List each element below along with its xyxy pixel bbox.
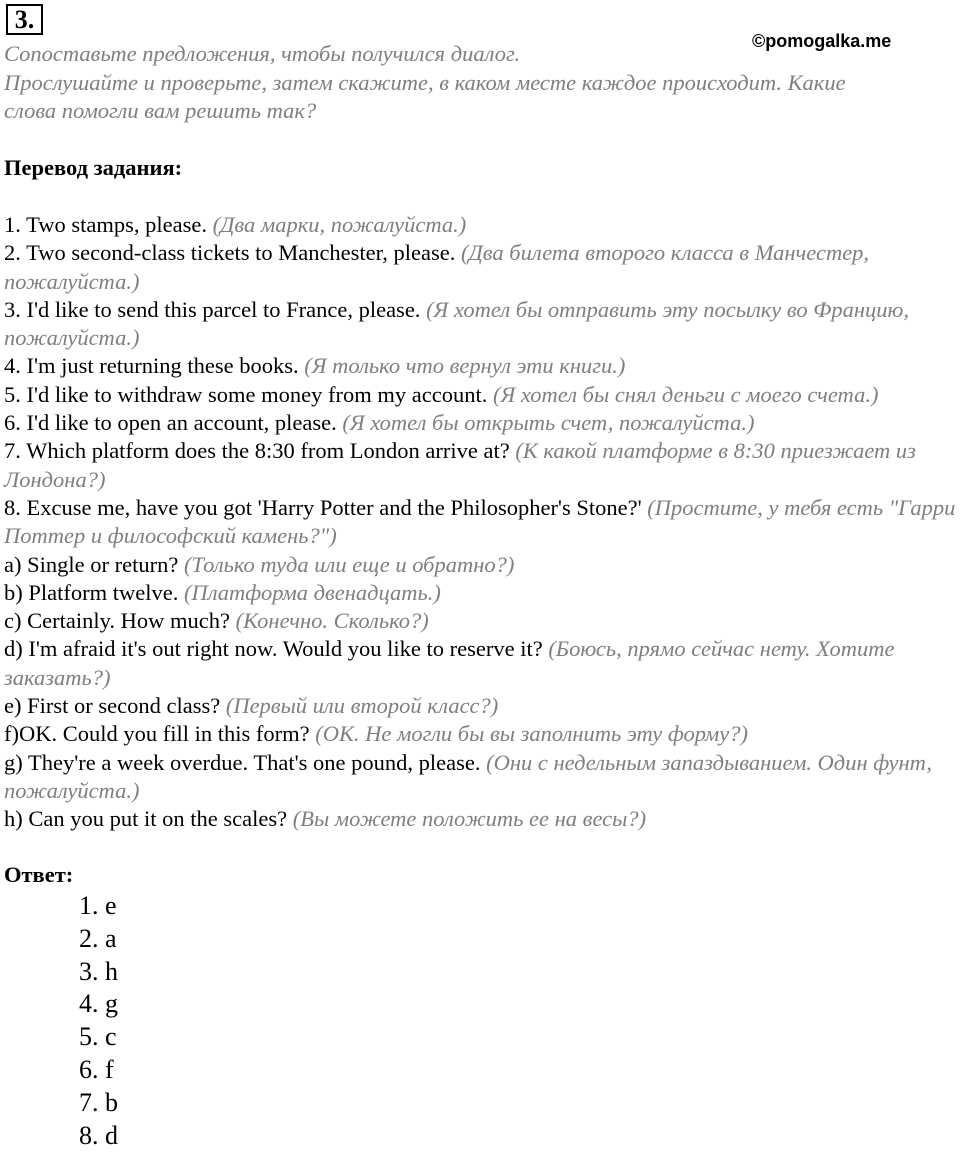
exercise-number: 3. [6, 4, 43, 35]
item-translation: (ОК. Не могли бы вы заполнить эту форму?) [315, 721, 748, 747]
answer-number: 3. [79, 956, 99, 986]
list-item [4, 805, 959, 833]
list-item [4, 437, 959, 494]
answer-item [79, 923, 118, 956]
answer-number: 2. [79, 923, 99, 953]
answer-number: 1. [79, 891, 99, 920]
answer-item [79, 1087, 118, 1120]
answer-item [79, 988, 118, 1021]
task-line: слова помогли вам решить так? [4, 98, 317, 123]
answer-item [79, 1054, 118, 1087]
item-translation: (Я хотел бы отправить эту посылку во Францию, пожалуйста.) [4, 296, 909, 351]
answer-item [79, 956, 118, 989]
answer-number: 4. [79, 989, 99, 1019]
item-translation: (Боюсь, прямо сейчас нету. Хотите заказать?) [4, 636, 895, 690]
item-translation: (Только туда или еще и обратно?) [183, 551, 515, 577]
item-translation: (Я только что вернул эти книги.) [304, 353, 626, 379]
item-english: f)OK. Could you fill in this form? [4, 721, 310, 747]
list-item [4, 720, 959, 748]
list-item [4, 551, 959, 579]
answer-item [79, 1120, 118, 1152]
item-english: e) First or second class? [4, 693, 221, 719]
item-translation: (Я хотел бы открыть счет, пожалуйста.) [342, 410, 755, 436]
item-translation: (Два марки, пожалуйста.) [212, 212, 467, 237]
list-item [4, 692, 959, 720]
item-english: 1. Two stamps, please. [4, 212, 207, 237]
item-translation: (Платформа двенадцать.) [183, 579, 441, 605]
list-item [4, 296, 959, 353]
answer-number: 8. [79, 1120, 99, 1150]
item-translation: (Я хотел бы снял деньги с моего счета.) [492, 381, 879, 407]
item-english: a) Single or return? [4, 551, 179, 577]
list-item [4, 381, 959, 409]
item-translation: (Конечно. Сколько?) [235, 608, 429, 634]
answer-letter: g [105, 989, 118, 1019]
item-english: b) Platform twelve. [4, 579, 179, 605]
list-item [4, 409, 959, 437]
list-item [4, 749, 959, 806]
answer-letter: a [105, 923, 117, 953]
answer-number: 6. [79, 1054, 99, 1084]
item-translation: (К какой платформе в 8:30 приезжает из Лондона?) [4, 438, 916, 492]
item-english: h) Can you put it on the scales? [4, 806, 288, 832]
answer-letter: f [105, 1054, 114, 1084]
answers-list [79, 890, 118, 1152]
answer-letter: e [105, 891, 117, 920]
list-item [4, 239, 959, 296]
item-english: 8. Excuse me, have you got 'Harry Potter and the Philosopher's Stone?' [4, 494, 642, 520]
answer-letter: b [105, 1087, 118, 1117]
items-list [4, 211, 959, 834]
task-line: Прослушайте и проверьте, затем скажите, в каком месте каждое происходит. Какие [4, 69, 846, 95]
item-english: 3. I'd like to send this parcel to France, please. [4, 296, 421, 322]
list-item [4, 211, 959, 239]
list-item [4, 607, 959, 635]
list-item [4, 494, 959, 551]
item-translation: (Они с недельным запаздыванием. Один фунт, пожалуйста.) [4, 749, 933, 803]
answer-letter: c [105, 1022, 117, 1052]
item-translation: (Первый или второй класс?) [225, 693, 499, 719]
item-translation: (Простите, у тебя есть "Гарри Поттер и философский камень?") [4, 494, 956, 549]
answer-heading: Ответ: [4, 862, 74, 887]
item-english: 6. I'd like to open an account, please. [4, 410, 337, 436]
item-translation: (Вы можете положить ее на весы?) [292, 806, 647, 832]
answer-letter: h [105, 956, 118, 986]
item-english: c) Certainly. How much? [4, 608, 230, 634]
item-english: 7. Which platform does the 8:30 from London arrive at? [4, 438, 510, 464]
item-english: 2. Two second-class tickets to Manchester, please. [4, 240, 456, 266]
item-english: d) I'm afraid it's out right now. Would you like to reserve it? [4, 636, 543, 662]
answer-item [79, 1021, 118, 1054]
list-item [4, 579, 959, 607]
task-instructions [4, 40, 954, 126]
answer-number: 5. [79, 1022, 99, 1052]
item-translation: (Два билета второго класса в Манчестер, пожалуйста.) [4, 240, 870, 294]
item-english: g) They're a week overdue. That's one pound, please. [4, 749, 481, 775]
answer-letter: d [105, 1120, 118, 1150]
answer-item [79, 890, 118, 923]
item-english: 5. I'd like to withdraw some money from my account. [4, 381, 488, 407]
list-item [4, 635, 959, 692]
task-line: Сопоставьте предложения, чтобы получился диалог. [4, 41, 521, 66]
answer-number: 7. [79, 1087, 99, 1117]
item-english: 4. I'm just returning these books. [4, 353, 299, 379]
translation-heading: Перевод задания: [4, 155, 183, 180]
list-item [4, 352, 959, 380]
watermark: ©pomogalka.me [752, 31, 892, 51]
